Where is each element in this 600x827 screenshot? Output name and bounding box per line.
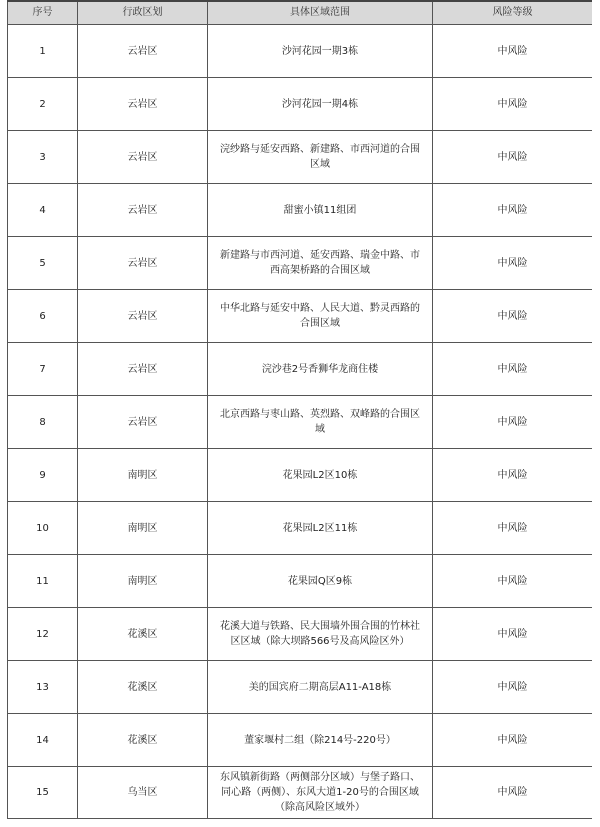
- cell-area: 中华北路与延安中路、人民大道、黔灵西路的合围区域: [208, 290, 433, 343]
- table-row: [8, 555, 593, 608]
- table-row: [8, 714, 593, 767]
- cell-risk: 中风险: [433, 131, 593, 184]
- cell-district: 云岩区: [78, 184, 208, 237]
- table-row: [8, 290, 593, 343]
- cell-district: 云岩区: [78, 237, 208, 290]
- cell-district: 花溪区: [78, 661, 208, 714]
- table-row: [8, 25, 593, 78]
- cell-index: 14: [8, 714, 78, 767]
- cell-risk: 中风险: [433, 502, 593, 555]
- cell-risk: 中风险: [433, 714, 593, 767]
- table-row: [8, 502, 593, 555]
- header-index: 序号: [8, 1, 78, 25]
- cell-district: 南明区: [78, 555, 208, 608]
- table-row: [8, 396, 593, 449]
- cell-index: 9: [8, 449, 78, 502]
- table-row: [8, 608, 593, 661]
- cell-risk: 中风险: [433, 290, 593, 343]
- header-risk: 风险等级: [433, 1, 593, 25]
- table-row: [8, 767, 593, 819]
- cell-index: 15: [8, 767, 78, 819]
- table-row: [8, 661, 593, 714]
- cell-district: 云岩区: [78, 343, 208, 396]
- cell-area: 浣纱路与延安西路、新建路、市西河道的合围区域: [208, 131, 433, 184]
- cell-index: 4: [8, 184, 78, 237]
- cell-risk: 中风险: [433, 608, 593, 661]
- cell-district: 花溪区: [78, 608, 208, 661]
- table-header-row: [8, 1, 593, 25]
- cell-district: 云岩区: [78, 25, 208, 78]
- top-border-rule: [7, 0, 592, 2]
- cell-district: 乌当区: [78, 767, 208, 819]
- cell-area: 花溪大道与铁路、民大围墙外围合围的竹林社区区域（除大坝路566号及高风险区外）: [208, 608, 433, 661]
- cell-district: 云岩区: [78, 131, 208, 184]
- cell-district: 花溪区: [78, 714, 208, 767]
- cell-index: 11: [8, 555, 78, 608]
- table-row: [8, 78, 593, 131]
- cell-index: 3: [8, 131, 78, 184]
- cell-district: 云岩区: [78, 290, 208, 343]
- cell-area: 浣沙巷2号香狮华龙商住楼: [208, 343, 433, 396]
- cell-risk: 中风险: [433, 184, 593, 237]
- cell-risk: 中风险: [433, 449, 593, 502]
- table-row: [8, 343, 593, 396]
- cell-index: 1: [8, 25, 78, 78]
- cell-risk: 中风险: [433, 25, 593, 78]
- cell-area: 新建路与市西河道、延安西路、瑞金中路、市西高架桥路的合围区域: [208, 237, 433, 290]
- cell-index: 6: [8, 290, 78, 343]
- table-row: [8, 184, 593, 237]
- cell-area: 北京西路与枣山路、英烈路、双峰路的合围区域: [208, 396, 433, 449]
- risk-area-sheet: [7, 0, 592, 827]
- header-district: 行政区划: [78, 1, 208, 25]
- risk-area-table: [7, 0, 592, 819]
- cell-area: 沙河花园一期4栋: [208, 78, 433, 131]
- cell-risk: 中风险: [433, 343, 593, 396]
- cell-area: 花果园L2区11栋: [208, 502, 433, 555]
- cell-index: 13: [8, 661, 78, 714]
- cell-index: 8: [8, 396, 78, 449]
- cell-risk: 中风险: [433, 237, 593, 290]
- cell-index: 5: [8, 237, 78, 290]
- cell-risk: 中风险: [433, 661, 593, 714]
- cell-area: 花果园Q区9栋: [208, 555, 433, 608]
- cell-index: 10: [8, 502, 78, 555]
- cell-risk: 中风险: [433, 555, 593, 608]
- cell-index: 12: [8, 608, 78, 661]
- cell-index: 7: [8, 343, 78, 396]
- table-row: [8, 449, 593, 502]
- cell-district: 云岩区: [78, 396, 208, 449]
- cell-area: 董家堰村二组（除214号-220号）: [208, 714, 433, 767]
- cell-area: 美的国宾府二期高层A11-A18栋: [208, 661, 433, 714]
- cell-area: 甜蜜小镇11组团: [208, 184, 433, 237]
- cell-area: 花果园L2区10栋: [208, 449, 433, 502]
- cell-district: 南明区: [78, 449, 208, 502]
- table-row: [8, 131, 593, 184]
- header-area: 具体区域范围: [208, 1, 433, 25]
- table-row: [8, 237, 593, 290]
- cell-district: 南明区: [78, 502, 208, 555]
- cell-risk: 中风险: [433, 396, 593, 449]
- cell-area: 东风镇新街路（两侧部分区域）与堡子路口、同心路（两侧）、东风大道1-20号的合围区域（除高风险区域外）: [208, 767, 433, 819]
- cell-index: 2: [8, 78, 78, 131]
- cell-risk: 中风险: [433, 78, 593, 131]
- cell-district: 云岩区: [78, 78, 208, 131]
- cell-area: 沙河花园一期3栋: [208, 25, 433, 78]
- cell-risk: 中风险: [433, 767, 593, 819]
